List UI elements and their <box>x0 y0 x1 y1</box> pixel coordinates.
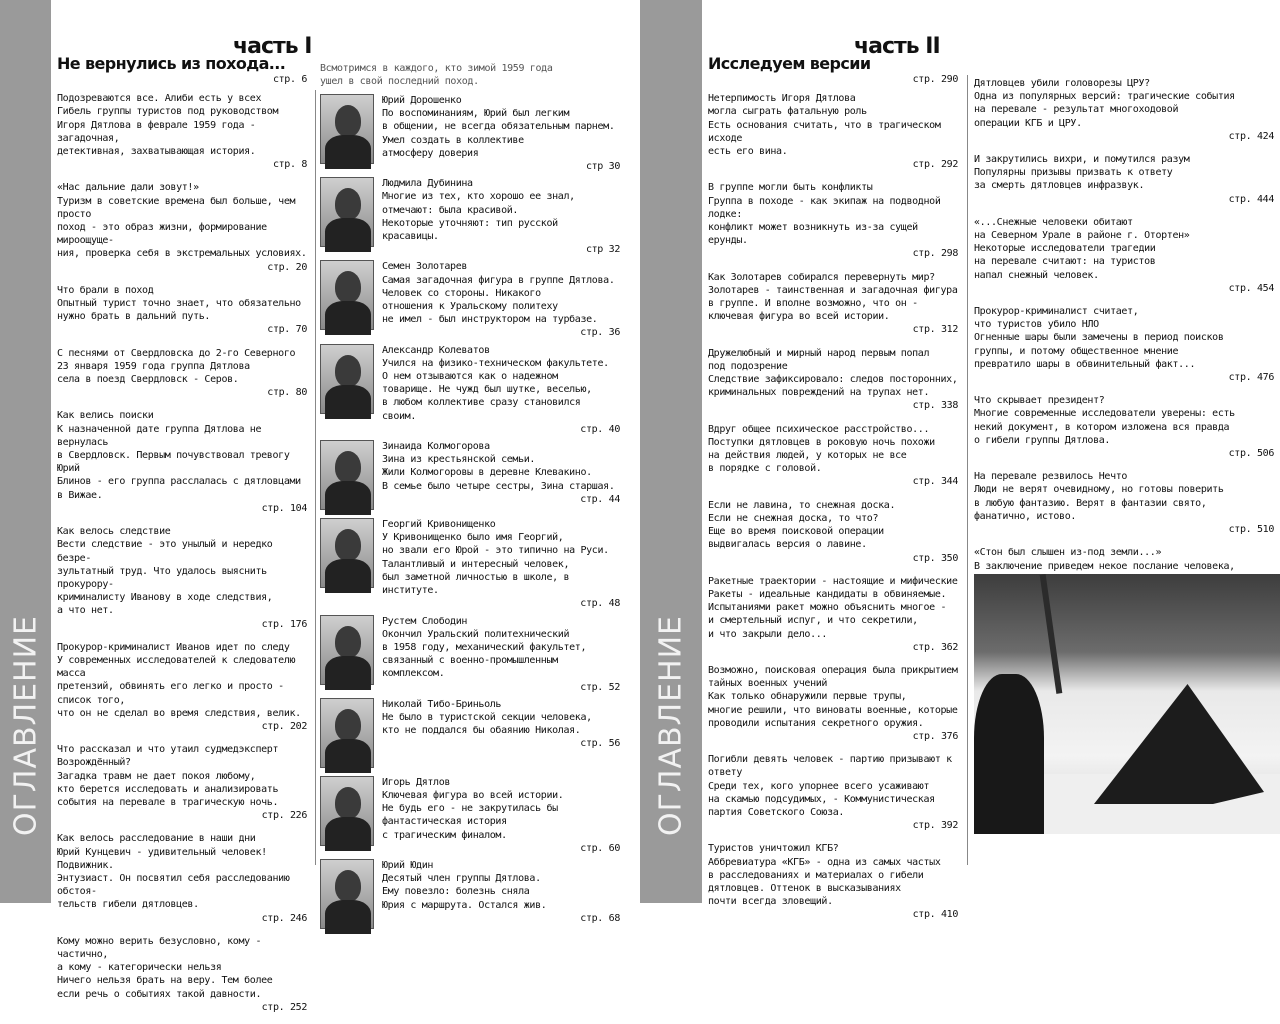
toc-entry[interactable] <box>57 181 307 273</box>
toc-entry-heading: В группе могли быть конфликты <box>708 182 873 194</box>
toc-entry-page: стр. 246 <box>261 912 307 924</box>
toc-entry-text: зультатный труд. Что удалось выяснить прокурору- <box>57 565 267 590</box>
person-text <box>382 698 620 772</box>
person-text <box>382 260 620 339</box>
person-page: стр. 40 <box>580 423 620 435</box>
person-description: В семье было четыре сестры, Зина старшая. <box>382 480 615 492</box>
toc-entry-page: стр. 298 <box>912 248 958 260</box>
person-name: Юрий Дорошенко <box>382 95 462 106</box>
toc-entry-page: стр. 362 <box>912 641 958 653</box>
person-description: товарище. Не чужд был шутке, веселью, <box>382 384 592 396</box>
toc-entry-text: в Вижае. <box>57 489 103 501</box>
toc-entry[interactable] <box>708 842 958 921</box>
toc-entry-page: стр. 8 <box>272 159 307 171</box>
person-description: отношения к Уральскому политеху <box>382 301 558 313</box>
left-sidebar <box>0 0 51 903</box>
toc-entry-text: Некоторые исследователи трагедии <box>974 243 1156 255</box>
person-description: Некоторые уточняют: тип русской красавицы. <box>382 217 558 243</box>
person-name: Николай Тибо-Бриньоль <box>382 698 502 710</box>
toc-entry[interactable] <box>974 394 1274 460</box>
person-description: Зина из крестьянской семьи. <box>382 454 536 466</box>
toc-entry-heading: Что скрывает президент? <box>974 395 1105 407</box>
portrait-head-shape <box>335 188 361 220</box>
toc-entry[interactable] <box>708 92 958 171</box>
right-column-divider <box>967 75 968 865</box>
person-description: Не было в туристской секции человека, <box>382 711 592 723</box>
searcher-silhouette <box>974 674 1044 834</box>
toc-entry-text: Золотарев - таинственная и загадочная фигура <box>708 284 958 296</box>
toc-entry-text: выдвигалась версия о лавине. <box>708 539 867 551</box>
person-description: комплексом. <box>382 668 445 680</box>
person-description: Юрия с маршрута. Остался жив. <box>382 899 547 911</box>
toc-entry-text: Огненные шары были замечены в период поисков <box>974 332 1224 344</box>
toc-entry-text: группы, и потому общественное мнение <box>974 345 1179 357</box>
person-description: О нем отзываются как о надежном <box>382 371 558 383</box>
person-description: У Кривонищенко было имя Георгий, <box>382 532 564 544</box>
portrait-body-shape <box>325 135 371 169</box>
toc-entry-text: партия Советского Союза. <box>708 806 845 818</box>
toc-entry[interactable] <box>974 305 1274 384</box>
toc-entry-text: У современных исследователей к следователю масса <box>57 654 296 680</box>
toc-entry[interactable] <box>57 525 307 631</box>
toc-entry-text: Если не снежная доска, то что? <box>708 512 879 524</box>
toc-entry-text: криминальных повреждений на трупах нет. <box>708 387 930 399</box>
person-entry[interactable] <box>320 698 620 772</box>
person-entry[interactable] <box>320 859 620 933</box>
portrait-photo <box>320 344 374 414</box>
toc-entry-text: Испытаниями ракет можно объяснить многое - <box>708 602 947 614</box>
person-entry[interactable] <box>320 177 620 256</box>
people-intro-line: Всмотримся в каждого, кто зимой 1959 года <box>320 63 553 74</box>
person-text <box>382 94 620 173</box>
person-name: Семен Золотарев <box>382 261 468 273</box>
person-name: Юрий Юдин <box>382 859 434 871</box>
toc-entry-text: а кому - категорически нельзя <box>57 962 222 974</box>
toc-entry-text: Туризм в советские времена был больше, чем просто <box>57 195 296 220</box>
toc-entry-heading: Как велось следствие <box>57 526 171 538</box>
people-intro-line: ушел в свой последний поход. <box>320 76 479 87</box>
portrait-photo <box>320 94 374 164</box>
person-text <box>382 859 620 933</box>
person-description: в любом коллективе сразу становился своим. <box>382 397 581 422</box>
portrait-head-shape <box>335 787 361 819</box>
toc-entry-text: в порядке с головой. <box>708 463 822 475</box>
toc-entry-text: могла сыграть фатальную роль <box>708 106 867 118</box>
toc-entry-text: Поступки дятловцев в роковую ночь похожи <box>708 436 935 448</box>
toc-entry-heading: Нетерпимость Игоря Дятлова <box>708 93 856 105</box>
person-text <box>382 344 620 436</box>
toc-entry-text: претензий, обвинять его легко и просто - список того, <box>57 681 284 706</box>
person-description: Самая загадочная фигура в группе Дятлова. <box>382 274 615 286</box>
toc-entry-text: Загадка травм не дает покоя любому, <box>57 770 256 782</box>
toc-entry-heading: Ракетные траектории - настоящие и мифические <box>708 575 958 587</box>
toc-entry-text: Среди тех, кого упорнее всего усаживают <box>708 780 930 792</box>
portrait-head-shape <box>335 355 361 387</box>
person-entry[interactable] <box>320 94 620 173</box>
person-text <box>382 518 620 610</box>
toc-entry-heading: Погибли девять человек - партию призывают к ответу <box>708 754 952 779</box>
toc-entry[interactable] <box>708 499 958 565</box>
toc-entry-text: Опытный турист точно знает, что обязательно <box>57 298 301 310</box>
person-page: стр. 68 <box>580 912 620 924</box>
toc-entry-text: конфликт может возникнуть из-за сущей ерунды. <box>708 222 918 247</box>
toc-entry-heading: Дружелюбный и мирный народ первым попал <box>708 347 930 359</box>
toc-entry-text: тельств гибели дятловцев. <box>57 899 199 911</box>
person-name: Зинаида Колмогорова <box>382 441 490 453</box>
person-description: Окончил Уральский политехнический <box>382 628 570 640</box>
toc-entry-page: стр. 510 <box>1228 524 1274 536</box>
portrait-head-shape <box>335 626 361 658</box>
right-section-title-page: стр. 290 <box>912 74 958 85</box>
person-description: фантастическая история <box>382 816 507 828</box>
toc-entry-text: о гибели группы Дятлова. <box>974 434 1111 446</box>
right-toc-column-1 <box>708 55 958 932</box>
toc-entry[interactable] <box>57 935 307 1014</box>
toc-entry[interactable] <box>974 216 1274 295</box>
toc-entry-heading: Как велось расследование в наши дни <box>57 833 256 845</box>
portrait-body-shape <box>325 218 371 252</box>
toc-entry-heading: «Нас дальние дали зовут!» <box>57 182 199 194</box>
toc-entry[interactable] <box>708 181 958 260</box>
person-text <box>382 776 620 855</box>
toc-entry[interactable] <box>708 423 958 489</box>
portrait-photo <box>320 177 374 247</box>
toc-entry-text: Популярны призывы призвать к ответу <box>974 167 1173 179</box>
portrait-photo <box>320 698 374 768</box>
toc-entry-text: Юрий Кунцевич - удивительный человек! Подвижник. <box>57 846 267 871</box>
left-people-column <box>320 62 620 937</box>
toc-entry-page: стр. 20 <box>267 261 307 273</box>
toc-entry-page: стр. 252 <box>261 1001 307 1013</box>
portrait-head-shape <box>335 105 361 137</box>
toc-entry-text: Энтузиаст. Он посвятил себя расследованию обстоя- <box>57 872 290 898</box>
toc-entry-heading: Подозреваются все. Алиби есть у всех <box>57 93 262 105</box>
toc-entry-text: в Свердловск. Первым почувствовал тревогу Юрий <box>57 450 290 475</box>
toc-entry-page: стр. 70 <box>267 324 307 336</box>
portrait-photo <box>320 859 374 929</box>
toc-entry-text: детективная, захватывающая история. <box>57 146 256 158</box>
toc-entry[interactable] <box>708 347 958 413</box>
toc-entry-text: Люди не верят очевидному, но готовы поверить <box>974 484 1224 496</box>
person-description: не имел - был инструктором на турбазе. <box>382 314 598 326</box>
toc-entry-text: криминалисту Иванову в ходе следствия, <box>57 592 273 604</box>
portrait-photo <box>320 615 374 685</box>
toc-entry-page: стр. 376 <box>912 730 958 742</box>
person-description: отмечают: была красивой. <box>382 204 519 216</box>
person-description: Талантливый и интересный человек, <box>382 558 570 570</box>
toc-entry-heading: Туристов уничтожил КГБ? <box>708 843 839 855</box>
toc-entry-text: фанатично, истово. <box>974 510 1077 522</box>
toc-entry-text: и смертельный испуг, и что секретили, <box>708 615 918 627</box>
toc-entry[interactable] <box>57 347 307 400</box>
person-entry[interactable] <box>320 344 620 436</box>
toc-entry-heading: Как велись поиски <box>57 410 154 422</box>
toc-entry-heading: Если не лавина, то снежная доска. <box>708 499 896 511</box>
person-description: атмосферу доверия <box>382 147 479 159</box>
person-text <box>382 440 620 514</box>
toc-entry-text: нужно брать в дальний путь. <box>57 311 211 323</box>
toc-entry-text: за смерть дятловцев инфразвук. <box>974 180 1145 192</box>
portrait-body-shape <box>325 656 371 690</box>
person-page: стр. 44 <box>580 493 620 505</box>
toc-entry-text: кто берется исследовать и анализировать <box>57 783 279 795</box>
portrait-body-shape <box>325 739 371 773</box>
person-page: стр 32 <box>585 244 620 256</box>
toc-entry-text: Многие современные исследователи уверены: есть <box>974 408 1235 420</box>
toc-entry[interactable] <box>57 641 307 733</box>
toc-entry-page: стр. 176 <box>261 618 307 630</box>
toc-entry-text: Ракеты - идеальные кандидаты в обвиняемые. <box>708 588 947 600</box>
right-section-title: Исследуем версии <box>708 54 871 73</box>
person-description: Десятый член группы Дятлова. <box>382 873 541 885</box>
person-text <box>382 615 620 694</box>
toc-entry-text: ключевая фигура во всей истории. <box>708 311 890 323</box>
portrait-body-shape <box>325 900 371 934</box>
toc-entry-text: Блинов - его группа расслалась с дятловцами <box>57 476 301 488</box>
toc-entry[interactable] <box>57 743 307 822</box>
toc-entry-page: стр. 202 <box>261 720 307 732</box>
portrait-head-shape <box>335 271 361 303</box>
person-entry[interactable] <box>320 615 620 694</box>
toc-entry-page: стр. 454 <box>1228 282 1274 294</box>
portrait-photo <box>320 440 374 510</box>
toc-entry[interactable] <box>57 832 307 924</box>
right-part-heading: часть II <box>854 34 940 59</box>
ski-pole-shape <box>1040 574 1063 694</box>
left-column-divider <box>315 90 316 865</box>
toc-entry-text: если речь о событиях такой давности. <box>57 988 262 1000</box>
toc-entry[interactable] <box>708 271 958 337</box>
person-name: Георгий Кривонищенко <box>382 519 496 531</box>
toc-entry-text: на перевале - результат многоходовой <box>974 104 1179 116</box>
person-description: Человек со стороны. Никакого <box>382 287 541 299</box>
toc-entry-heading: Дятловцев убили головорезы ЦРУ? <box>974 78 1150 89</box>
person-page: стр. 56 <box>580 738 620 750</box>
toc-entry-text: Одна из популярных версий: трагические события <box>974 91 1235 103</box>
person-description: Ключевая фигура во всей истории. <box>382 789 564 801</box>
toc-entry-text: Есть основания считать, что в трагическом исходе <box>708 119 941 144</box>
person-description: Не будь его - не закрутилась бы <box>382 803 558 815</box>
portrait-photo <box>320 518 374 588</box>
toc-entry-text: на Северном Урале в районе г. Отортен» <box>974 230 1190 242</box>
right-side-title: ОГЛАВЛЕНИЕ <box>653 614 689 837</box>
person-description: в 1958 году, механический факультет, <box>382 641 587 653</box>
person-description: Ему повезло: болезнь сняла <box>382 886 530 898</box>
person-name: Людмила Дубинина <box>382 178 473 190</box>
toc-entry-text: 23 января 1959 года группа Дятлова <box>57 360 250 372</box>
person-description: Жили Колмогоровы в деревне Клевакино. <box>382 467 592 479</box>
toc-entry-text: что туристов убило НЛО <box>974 319 1099 331</box>
toc-entry-page: стр. 292 <box>912 159 958 171</box>
toc-entry[interactable] <box>974 470 1274 536</box>
toc-entry-text: и что закрыли дело... <box>708 628 828 640</box>
toc-entry-text: проводили испытания секретного оружия. <box>708 717 924 729</box>
portrait-head-shape <box>335 709 361 741</box>
toc-entry-text: есть его вина. <box>708 146 788 158</box>
toc-entry-page: стр. 424 <box>1228 130 1274 142</box>
tent-photo <box>974 574 1280 834</box>
person-description: связанный с военно-промышленным <box>382 655 558 667</box>
person-description: Многие из тех, кто хорошо ее знал, <box>382 191 575 203</box>
toc-entry-text: на скамью подсудимых, - Коммунистическая <box>708 793 935 805</box>
toc-entry-text: Группа в походе - как экипаж на подводной лодке: <box>708 195 941 220</box>
toc-entry-heading: Прокурор-криминалист Иванов идет по следу <box>57 641 290 653</box>
toc-entry-heading: Возможно, поисковая операция была прикрытием <box>708 664 958 676</box>
person-description: По воспоминаниям, Юрий был легким <box>382 108 570 120</box>
toc-entry-text: под подозрение <box>708 360 788 372</box>
toc-entry[interactable] <box>57 92 307 171</box>
person-entry[interactable] <box>320 518 620 610</box>
toc-entry-page: стр. 506 <box>1228 448 1274 460</box>
toc-entry-heading: Кому можно верить безусловно, кому - частично, <box>57 935 262 960</box>
toc-entry-page: стр. 80 <box>267 387 307 399</box>
toc-entry-text: на действия людей, у которых не все <box>708 450 907 462</box>
toc-entry-text: на перевале считают: на туристов <box>974 256 1156 268</box>
portrait-body-shape <box>325 301 371 335</box>
toc-entry[interactable] <box>974 77 1274 143</box>
toc-entry-text: в любую фантазию. Верят в фантазии свято, <box>974 497 1207 509</box>
toc-entry-text: села в поезд Свердловск - Серов. <box>57 374 239 386</box>
person-description: Учился на физико-техническом факультете. <box>382 357 609 369</box>
toc-entry-text: многие решили, что виноваты военные, которые <box>708 704 958 716</box>
toc-entry-text: Вести следствие - это унылый и нередко безре- <box>57 539 273 564</box>
people-intro <box>320 62 620 88</box>
toc-entry-text: Возрождённый? <box>57 757 131 769</box>
right-toc-column-2 <box>974 77 1274 636</box>
toc-entry-text: события на перевале в трагическую ночь. <box>57 796 279 808</box>
toc-entry-heading: Прокурор-криминалист считает, <box>974 306 1139 318</box>
toc-entry-text: напал снежный человек. <box>974 269 1099 281</box>
toc-entry-page: стр. 344 <box>912 476 958 488</box>
toc-entry-page: стр. 338 <box>912 400 958 412</box>
toc-entry-heading: «Стон был слышен из-под земли...» <box>974 547 1162 559</box>
toc-entry-text: Еще во время поисковой операции <box>708 526 884 538</box>
toc-entry-heading: «...Снежные человеки обитают <box>974 216 1133 228</box>
toc-entry-text: Гибель группы туристов под руководством <box>57 106 279 118</box>
person-description: но звали его Юрой - это типично на Руси. <box>382 545 609 557</box>
toc-entry[interactable] <box>708 664 958 743</box>
toc-entry-heading: Что рассказал и что утаил судмедэксперт <box>57 744 279 756</box>
toc-entry-text: Ничего нельзя брать на веру. Тем более <box>57 975 273 987</box>
toc-entry[interactable] <box>708 753 958 832</box>
person-entry[interactable] <box>320 776 620 855</box>
toc-entry-text: что он не сделал во время следствия, велик. <box>57 707 301 719</box>
portrait-photo <box>320 776 374 846</box>
toc-entry-text: в расследованиях и материалах о гибели <box>708 869 924 881</box>
toc-entry-text: поход - это образ жизни, формирование мироощуще- <box>57 222 267 247</box>
person-page: стр. 36 <box>580 327 620 339</box>
person-text <box>382 177 620 256</box>
person-name: Рустем Слободин <box>382 615 468 627</box>
toc-entry-heading: Вдруг общее психическое расстройство... <box>708 423 930 435</box>
toc-entry-text: в группе. И вполне возможно, что он - <box>708 298 918 310</box>
person-description: с трагическим финалом. <box>382 829 507 841</box>
person-page: стр. 48 <box>580 598 620 610</box>
toc-entry-text: Игоря Дятлова в феврале 1959 года - загадочная, <box>57 119 256 144</box>
toc-entry-text: Следствие зафиксировало: следов посторонних, <box>708 374 958 386</box>
portrait-body-shape <box>325 385 371 419</box>
toc-entry[interactable] <box>57 409 307 515</box>
toc-entry-heading: Что брали в поход <box>57 284 154 296</box>
toc-entry[interactable] <box>974 153 1274 206</box>
toc-entry-page: стр. 392 <box>912 820 958 832</box>
toc-entry-page: стр. 350 <box>912 552 958 564</box>
toc-entry-text: В заключение приведем некое послание человека, <box>974 560 1235 572</box>
toc-entry-page: стр. 410 <box>912 909 958 921</box>
toc-entry-page: стр. 312 <box>912 324 958 336</box>
person-page: стр. 52 <box>580 681 620 693</box>
person-name: Александр Колеватов <box>382 344 490 356</box>
left-section-title-page: стр. 6 <box>272 74 307 85</box>
left-toc-column <box>57 55 307 1024</box>
toc-entry-text: Аббревиатура «КГБ» - одна из самых частых <box>708 856 941 868</box>
toc-entry-text: превратило шары в обвинительный факт... <box>974 358 1196 370</box>
toc-entry-text: К назначенной дате группа Дятлова не вернулась <box>57 423 262 448</box>
toc-entry-text: а что нет. <box>57 605 114 617</box>
portrait-head-shape <box>335 870 361 902</box>
left-side-title: ОГЛАВЛЕНИЕ <box>8 614 44 837</box>
toc-entry-page: стр. 444 <box>1228 193 1274 205</box>
right-sidebar <box>640 0 702 903</box>
toc-entry-text: дятловцев. Оттенок в высказываниях <box>708 882 901 894</box>
toc-entry-text: почти всегда зловещий. <box>708 896 833 908</box>
toc-entry-page: стр. 226 <box>261 810 307 822</box>
person-description: в общении, не всегда обязательным парнем. <box>382 121 615 133</box>
toc-entry-heading: И закрутились вихри, и помутился разум <box>974 154 1190 166</box>
person-name: Игорь Дятлов <box>382 776 451 788</box>
toc-entry[interactable] <box>708 575 958 654</box>
right-page <box>640 0 1280 921</box>
person-page: стр 30 <box>585 161 620 173</box>
person-description: кто не поддался бы обаянию Николая. <box>382 725 581 737</box>
toc-entry-heading: На перевале резвилось Нечто <box>974 471 1128 483</box>
toc-entry-text: ния, проверка себя в экстремальных условиях. <box>57 248 307 260</box>
portrait-body-shape <box>325 481 371 515</box>
tent-shape <box>1094 684 1264 804</box>
person-entry[interactable] <box>320 440 620 514</box>
left-page <box>0 0 640 1013</box>
portrait-head-shape <box>335 451 361 483</box>
toc-entry[interactable] <box>57 284 307 337</box>
portrait-photo <box>320 260 374 330</box>
toc-entry-text: Как только обнаружили первые трупы, <box>708 691 907 703</box>
left-section-title: Не вернулись из похода... <box>57 54 286 73</box>
toc-entry-text: некий документ, в котором изложена вся правда <box>974 421 1230 433</box>
person-description: был заметной личностью в школе, в институте. <box>382 571 570 597</box>
person-entry[interactable] <box>320 260 620 339</box>
left-part-heading: часть I <box>233 34 312 59</box>
toc-entry-page: стр. 104 <box>261 502 307 514</box>
person-page: стр. 60 <box>580 842 620 854</box>
toc-entry-heading: Как Золотарев собирался перевернуть мир? <box>708 271 935 283</box>
portrait-head-shape <box>335 529 361 561</box>
person-description: Умел создать в коллективе <box>382 134 524 146</box>
toc-entry-page: стр. 476 <box>1228 372 1274 384</box>
portrait-body-shape <box>325 559 371 593</box>
toc-entry-heading: С песнями от Свердловска до 2-го Северного <box>57 347 296 359</box>
portrait-body-shape <box>325 817 371 851</box>
toc-entry-text: операции КГБ и ЦРУ. <box>974 117 1082 129</box>
toc-entry-text: тайных военных учений <box>708 678 828 690</box>
